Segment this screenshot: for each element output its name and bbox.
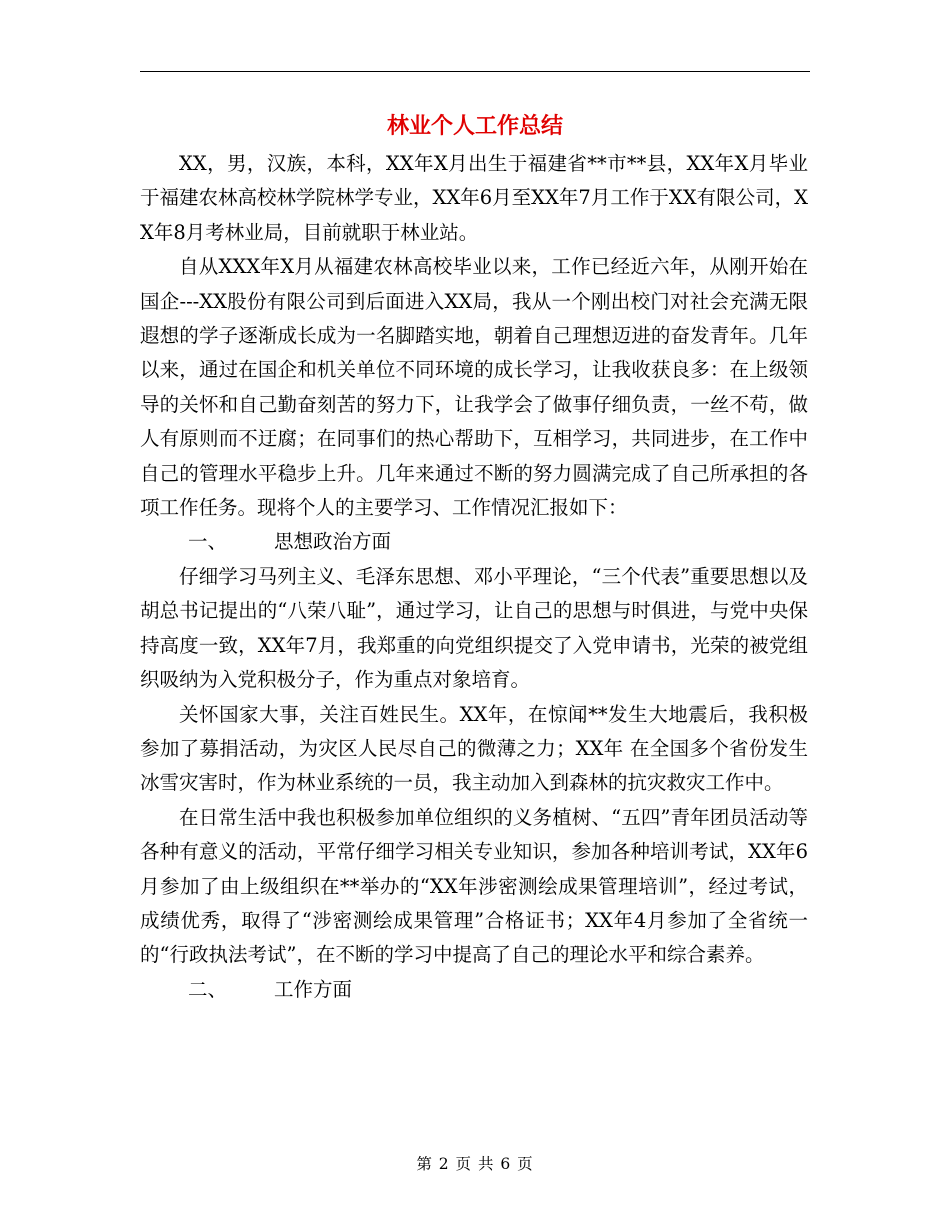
section-heading-1 xyxy=(140,525,808,559)
section-number: 一、 xyxy=(188,530,228,554)
section-title: 思想政治方面 xyxy=(274,530,392,554)
section-heading-2 xyxy=(140,973,808,1007)
document-title: 林业个人工作总结 xyxy=(386,114,563,139)
section-1-paragraph: 仔细学习马列主义、毛泽东思想、邓小平理论，“三个代表”重要思想以及胡总书记提出的“八荣八耻”，通过学习，让自己的思想与时俱进，与党中央保持高度一致，XX年7月，我郑重的向党组织提交了入党申请书，光荣的被党组织吸纳为入党积极分子，作为重点对象培育。 xyxy=(140,564,808,692)
section-number: 二、 xyxy=(188,977,228,1001)
background-paragraph: 自从XXX年X月从福建农林高校毕业以来，工作已经近六年，从刚开始在国企---XX股份有限公司到后面进入XX局，我从一个刚出校门对社会充满无限遐想的学子逐渐成长成为一名脚踏实地，朝着自己理想迈进的奋发青年。几年以来，通过在国企和机关单位不同环境的成长学习，让我收获良多：在上级领导的关怀和自己勤奋刻苦的努力下，让我学会了做事仔细负责，一丝不苟，做人有原则而不迂腐；在同事们的热心帮助下，互相学习，共同进步，在工作中自己的管理水平稳步上升。几年来通过不断的努力圆满完成了自己所承担的各项工作任务。现将个人的主要学习、工作情况汇报如下： xyxy=(140,255,808,520)
header-rule xyxy=(140,71,810,72)
section-1-paragraph: 在日常生活中我也积极参加单位组织的义务植树、“五四”青年团员活动等各种有意义的活动，平常仔细学习相关专业知识，参加各种培训考试，XX年6月参加了由上级组织在**举办的“XX年涉密测绘成果管理培训”，经过考试，成绩优秀，取得了“涉密测绘成果管理”合格证书；XX年4月参加了全省统一的“行政执法考试”，在不断的学习中提高了自己的理论水平和综合素养。 xyxy=(140,805,808,967)
intro-paragraph: XX，男，汉族，本科，XX年X月出生于福建省**市**县，XX年X月毕业于福建农林高校林学院林学专业，XX年6月至XX年7月工作于XX有限公司，XX年8月考林业局，目前就职于林业站。 xyxy=(140,152,808,244)
document-body xyxy=(140,147,808,1007)
section-1-paragraph: 关怀国家大事，关注百姓民生。XX年，在惊闻**发生大地震后，我积极参加了募捐活动，为灾区人民尽自己的微薄之力；XX年 在全国多个省份发生冰雪灾害时，作为林业系统的一员，我主动加入到森林的抗灾救灾工作中。 xyxy=(140,702,808,795)
page-footer: 第 2 页 共 6 页 xyxy=(416,1155,534,1173)
section-title: 工作方面 xyxy=(274,977,353,1001)
